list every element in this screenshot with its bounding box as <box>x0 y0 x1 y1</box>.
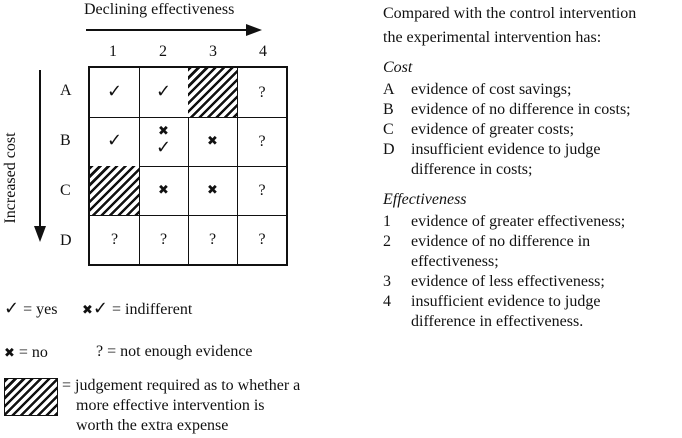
question-mark: ? <box>258 231 266 248</box>
eff-item-line: insufficient evidence to judge <box>411 293 601 310</box>
cross-icon: ✖ <box>207 182 218 198</box>
matrix-cell-B3 <box>188 117 238 167</box>
matrix-cell-C2 <box>139 166 189 216</box>
legend-indifferent-text: = indifferent <box>112 301 193 318</box>
eff-item-line: evidence of less effectiveness; <box>411 273 605 290</box>
check-icon: ✓ <box>4 298 20 319</box>
eff-item-line: evidence of greater effectiveness; <box>411 213 626 230</box>
column-header-1: 1 <box>109 43 117 60</box>
row-header-D: D <box>60 232 72 249</box>
legend-not-enough-text: ? = not enough evidence <box>96 343 253 360</box>
cross-icon: ✖ <box>82 303 93 318</box>
matrix-cell-B1 <box>90 117 140 167</box>
question-mark: ? <box>159 231 168 248</box>
row-header-C: C <box>60 182 71 199</box>
legend-hatch-line: worth the extra expense <box>76 417 229 434</box>
question-mark: ? <box>258 132 266 150</box>
cost-item-line: evidence of cost savings; <box>411 81 572 98</box>
check-icon: ✓ <box>155 81 172 103</box>
intro-line: Compared with the control intervention <box>383 5 637 22</box>
cost-key-C: C <box>383 121 394 138</box>
question-mark: ? <box>110 231 119 248</box>
eff-item-line: effectiveness; <box>411 253 499 270</box>
matrix-cell-C4 <box>237 166 287 216</box>
hatch-swatch <box>4 378 58 416</box>
cost-item-line: insufficient evidence to judge <box>411 141 601 158</box>
cost-heading: Cost <box>383 59 413 76</box>
matrix-cell-C1 <box>90 166 140 216</box>
intro-line: the experimental intervention has: <box>383 29 602 46</box>
check-icon: ✓ <box>92 298 108 319</box>
matrix-cell-C3 <box>188 166 238 216</box>
cost-key-D: D <box>383 141 395 158</box>
matrix-cell-B2 <box>139 117 189 167</box>
declining-effectiveness-label: Declining effectiveness <box>84 1 235 18</box>
cross-icon: ✖ <box>4 346 15 361</box>
legend-hatch-line: = judgement required as to whether a <box>62 377 301 394</box>
eff-item-line: evidence of no difference in <box>411 233 591 250</box>
matrix-cell-A4 <box>237 68 287 118</box>
column-header-3: 3 <box>209 43 217 60</box>
matrix-cell-D2 <box>139 215 189 265</box>
eff-key-2: 2 <box>383 233 391 250</box>
column-header-2: 2 <box>159 43 167 60</box>
effectiveness-heading: Effectiveness <box>383 191 467 208</box>
legend-indifferent <box>82 300 192 319</box>
check-icon: ✓ <box>106 130 123 152</box>
matrix-cell-B4 <box>237 117 287 167</box>
eff-item-line: difference in effectiveness. <box>411 313 584 330</box>
matrix-cell-A1 <box>90 68 140 118</box>
check-icon: ✓ <box>155 136 172 158</box>
matrix-cell-A2 <box>139 68 189 118</box>
cost-item-line: evidence of no difference in costs; <box>411 101 631 118</box>
increased-cost-label: Increased cost <box>2 132 19 224</box>
cost-item-line: difference in costs; <box>411 161 533 178</box>
cost-item-line: evidence of greater costs; <box>411 121 575 138</box>
check-icon: ✓ <box>106 81 123 103</box>
cross-icon: ✖ <box>158 182 169 198</box>
cost-key-B: B <box>383 101 394 118</box>
evidence-matrix <box>88 66 288 266</box>
row-header-B: B <box>60 132 71 149</box>
right-arrow-icon <box>84 22 264 38</box>
down-arrow-icon <box>32 68 48 244</box>
legend-yes-text: = yes <box>23 301 58 318</box>
legend-no-text: = no <box>18 344 48 361</box>
matrix-cell-D3 <box>188 215 238 265</box>
matrix-cell-A3 <box>188 68 238 118</box>
eff-key-1: 1 <box>383 213 391 230</box>
eff-key-4: 4 <box>383 293 391 310</box>
legend-no <box>4 344 48 362</box>
cross-icon: ✖ <box>158 124 169 140</box>
legend-hatch-line: more effective intervention is <box>76 397 265 414</box>
cross-icon: ✖ <box>207 133 218 149</box>
question-mark: ? <box>258 83 266 101</box>
eff-key-3: 3 <box>383 273 391 290</box>
row-header-A: A <box>60 82 72 99</box>
question-mark: ? <box>208 231 217 248</box>
matrix-cell-D4 <box>237 215 287 265</box>
legend-yes <box>4 300 57 319</box>
matrix-cell-D1 <box>90 215 140 265</box>
question-mark: ? <box>258 181 266 199</box>
column-header-4: 4 <box>259 43 267 60</box>
cost-key-A: A <box>383 81 395 98</box>
